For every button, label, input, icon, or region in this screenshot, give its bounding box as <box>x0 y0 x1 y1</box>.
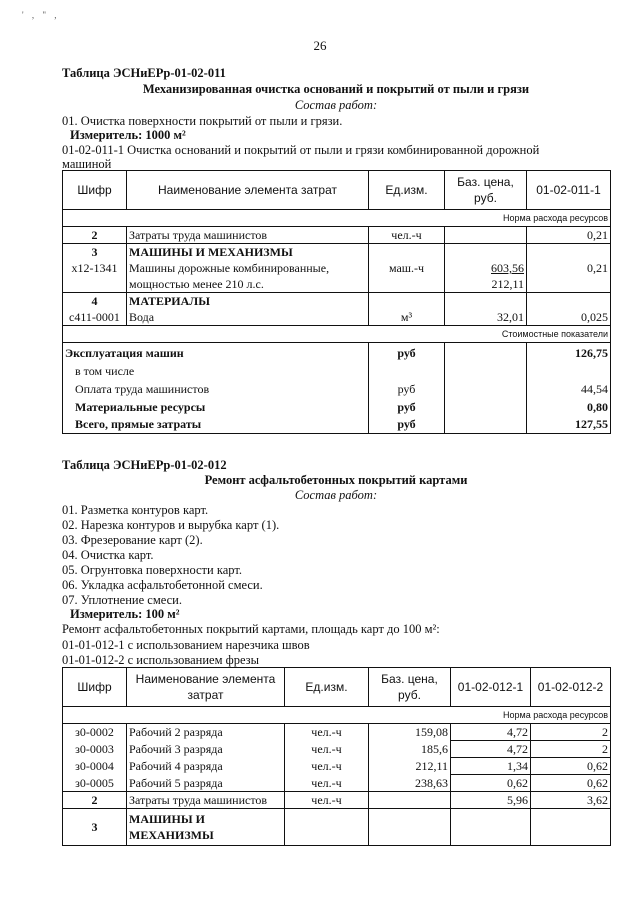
table2-work-item: 07. Уплотнение смеси. <box>62 593 182 607</box>
t1-mat-code: 4 <box>63 293 127 310</box>
t2-row-code: з0-0003 <box>63 741 127 758</box>
t2-labor-v1: 5,96 <box>451 792 531 809</box>
t1-m1-price-line1: 603,56 <box>491 261 524 275</box>
t2-mach-name-line2: МЕХАНИЗМЫ <box>129 828 214 842</box>
t1-header-name: Наименование элемента затрат <box>127 171 369 210</box>
t1-header-price: Баз. цена, руб. <box>445 171 527 210</box>
t1-mr-value: 0,80 <box>527 399 611 415</box>
table1-work-item: 01. Очистка поверхности покрытий от пыли и грязи. <box>62 114 343 128</box>
table1-title: Таблица ЭСНиЕРр-01-02-011 <box>62 66 226 80</box>
table2-subtitle: Ремонт асфальтобетонных покрытий картами <box>204 473 468 487</box>
table2-meter: Измеритель: 100 м² <box>70 607 180 621</box>
t2-header-name-line2: затрат <box>187 688 224 702</box>
t2-row-unit: чел.-ч <box>285 741 369 758</box>
table2-work-item: 01. Разметка контуров карт. <box>62 503 209 517</box>
t1-incl: в том числе <box>63 363 369 379</box>
t2-row-v1: 0,62 <box>451 775 531 792</box>
table2-title: Таблица ЭСНиЕРр-01-02-012 <box>62 458 227 472</box>
t1-water-code: с411-0001 <box>63 309 127 326</box>
t1-norm-label: Норма расхода ресурсов <box>63 210 611 227</box>
t1-exp-unit: руб <box>369 343 445 364</box>
t2-row-price: 159,08 <box>369 724 451 741</box>
t2-row-price: 185,6 <box>369 741 451 758</box>
t1-m1-code: х12-1341 <box>63 260 127 293</box>
table1-desc-line2: машиной <box>62 157 112 171</box>
t2-header-col2: 01-02-012-2 <box>531 668 611 707</box>
t2-row-name: Рабочий 5 разряда <box>127 775 285 792</box>
t2-row-code: з0-0004 <box>63 758 127 775</box>
t1-header-col1: 01-02-011-1 <box>527 171 611 210</box>
t2-header-price: Баз. цена, руб. <box>369 668 451 707</box>
t2-header-name-line1: Наименование элемента <box>135 672 276 686</box>
t1-header-code: Шифр <box>63 171 127 210</box>
t2-row-name: Рабочий 4 разряда <box>127 758 285 775</box>
t1-cost-label: Стоимостные показатели <box>63 326 611 343</box>
t2-row-code: з0-0005 <box>63 775 127 792</box>
t1-water-unit: м³ <box>369 309 445 326</box>
table2-work-item: 06. Укладка асфальтобетонной смеси. <box>62 578 263 592</box>
t2-row-v1: 1,34 <box>451 758 531 775</box>
t1-m1-price <box>445 260 527 293</box>
t2-row-code: з0-0002 <box>63 724 127 741</box>
t1-m1-value: 0,21 <box>527 260 611 293</box>
t1-labor-code: 2 <box>63 227 127 244</box>
t2-row-name: Рабочий 2 разряда <box>127 724 285 741</box>
t1-mach-code: 3 <box>63 244 127 261</box>
table2 <box>62 667 611 846</box>
table1-works-label: Состав работ: <box>294 98 378 112</box>
t1-exp-value: 126,75 <box>527 343 611 364</box>
t1-mr-name: Материальные ресурсы <box>63 399 369 415</box>
t2-row-v2: 0,62 <box>531 758 611 775</box>
t1-labor-name: Затраты труда машинистов <box>127 227 369 244</box>
page-number: 26 <box>313 38 327 53</box>
t2-row-name: Рабочий 3 разряда <box>127 741 285 758</box>
t1-labor-unit: чел.-ч <box>369 227 445 244</box>
t2-row-v1: 4,72 <box>451 724 531 741</box>
t1-water-name: Вода <box>127 309 369 326</box>
table2-desc-line2: 01-01-012-1 с использованием нарезчика швов <box>62 638 310 652</box>
t2-row-unit: чел.-ч <box>285 758 369 775</box>
table1 <box>62 170 611 434</box>
t2-labor-name: Затраты труда машинистов <box>127 792 285 809</box>
t2-header-code: Шифр <box>63 668 127 707</box>
t2-mach-code: 3 <box>63 809 127 846</box>
t1-op-unit: руб <box>369 379 445 399</box>
t1-total-value: 127,55 <box>527 415 611 434</box>
t1-labor-value: 0,21 <box>527 227 611 244</box>
t2-labor-v2: 3,62 <box>531 792 611 809</box>
table1-desc-line1: 01-02-011-1 Очистка оснований и покрытий от пыли и грязи комбинированной дорожной <box>62 143 540 157</box>
table2-desc-line3: 01-01-012-2 с использованием фрезы <box>62 653 259 667</box>
t2-labor-unit: чел.-ч <box>285 792 369 809</box>
t1-m1-unit: маш.-ч <box>369 260 445 293</box>
table1-meter: Измеритель: 1000 м² <box>70 128 186 142</box>
t2-row-v2: 0,62 <box>531 775 611 792</box>
table2-work-item: 05. Огрунтовка поверхности карт. <box>62 563 242 577</box>
t1-total-unit: руб <box>369 415 445 434</box>
t2-header-unit: Ед.изм. <box>285 668 369 707</box>
t2-mach-name-line1: МАШИНЫ И <box>129 812 205 826</box>
t2-mach-name <box>127 809 285 846</box>
t1-exp-name: Эксплуатация машин <box>63 343 369 364</box>
t2-row-v1: 4,72 <box>451 741 531 758</box>
t1-mach-name: МАШИНЫ И МЕХАНИЗМЫ <box>127 244 369 261</box>
scan-marks: ' , " , <box>22 10 60 20</box>
t1-total-name: Всего, прямые затраты <box>63 415 369 434</box>
t1-op-name: Оплата труда машинистов <box>63 379 369 399</box>
t2-row-price: 238,63 <box>369 775 451 792</box>
table2-work-item: 03. Фрезерование карт (2). <box>62 533 203 547</box>
table2-work-item: 02. Нарезка контуров и вырубка карт (1). <box>62 518 280 532</box>
t1-header-unit: Ед.изм. <box>369 171 445 210</box>
table2-work-item: 04. Очистка карт. <box>62 548 154 562</box>
t2-row-unit: чел.-ч <box>285 775 369 792</box>
t2-header-name <box>127 668 285 707</box>
t1-m1-name <box>127 260 369 293</box>
t1-water-value: 0,025 <box>527 309 611 326</box>
t2-row-v2: 2 <box>531 741 611 758</box>
table1-subtitle: Механизированная очистка оснований и покрытий от пыли и грязи <box>142 82 530 96</box>
t1-labor-price <box>445 227 527 244</box>
t1-op-value: 44,54 <box>527 379 611 399</box>
table2-desc-line1: Ремонт асфальтобетонных покрытий картами, площадь карт до 100 м²: <box>62 622 440 636</box>
t1-m1-price-line2: 212,11 <box>491 277 524 291</box>
t1-mr-unit: руб <box>369 399 445 415</box>
t2-row-price: 212,11 <box>369 758 451 775</box>
t2-header-col1: 01-02-012-1 <box>451 668 531 707</box>
t2-row-unit: чел.-ч <box>285 724 369 741</box>
t2-norm-label: Норма расхода ресурсов <box>63 707 611 724</box>
table2-works-label: Состав работ: <box>294 488 378 502</box>
t2-row-v2: 2 <box>531 724 611 741</box>
t1-m1-name-line2: мощностью менее 210 л.с. <box>129 277 264 291</box>
t1-water-price: 32,01 <box>445 309 527 326</box>
t1-m1-name-line1: Машины дорожные комбинированные, <box>129 261 330 275</box>
t2-labor-code: 2 <box>63 792 127 809</box>
t1-mat-name: МАТЕРИАЛЫ <box>127 293 369 310</box>
